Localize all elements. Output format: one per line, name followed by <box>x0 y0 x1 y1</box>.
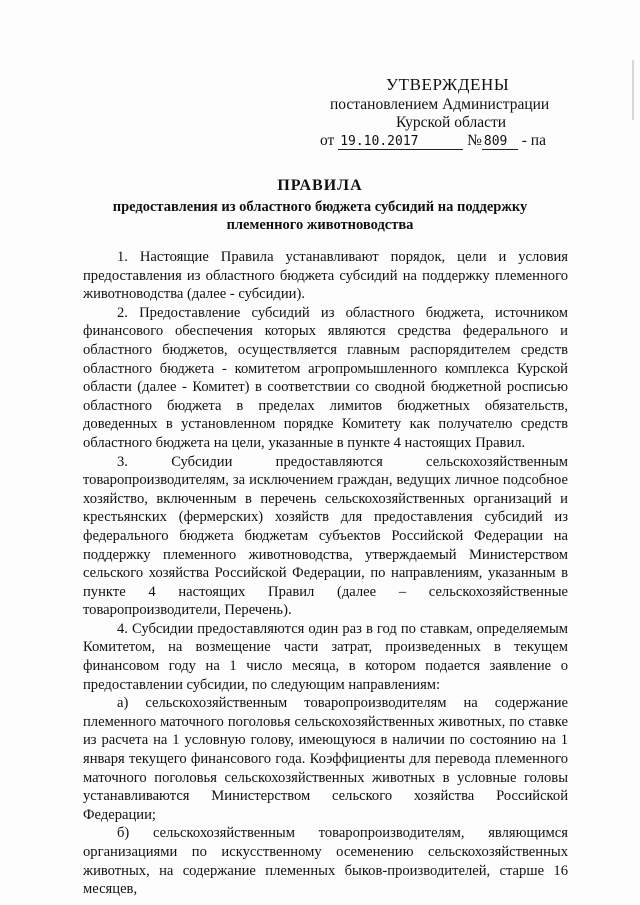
paragraph-4a: а) сельскохозяйственным товаропроизводителям на содержание племенного маточного поголовья сельскохозяйственных животных, по ставке из расчета на 1 условную голову, имеющуюся в наличии по состоянию на 1 января текущего финансового года. Коэффициенты для перевода племенного маточного поголовья сельскохозяйственных животных в условные головы устанавливаются Министерством сельского хозяйства Российской Федерации; <box>83 695 568 823</box>
approval-issuer: постановлением Администрации <box>330 96 550 113</box>
approval-date: 19.10.2017 <box>338 134 463 150</box>
paragraph-4b: б) сельскохозяйственным товаропроизводителям, являющимся организациями по искусственному осеменению сельскохозяйственных животных, на содержание племенных быков-производителей, старше 16 месяцев, <box>83 825 568 898</box>
paragraph-2: 2. Предоставление субсидий из областного бюджета, источником финансового обеспечения которых являются средства федерального и областного бюджетов, осуществляется главным распорядителем средств областного бюджета - комитетом агропромышленного комплекса Курской области (далее - Комитет) в соответствии со сводной бюджетной росписью областного бюджета в пределах лимитов бюджетных обязательств, доведенных в установленном порядке Комитету как получателю средств областного бюджета на цели, указанные в пункте 4 настоящих Правил. <box>83 304 568 451</box>
number-suffix: - па <box>521 132 546 149</box>
number-prefix: № <box>467 132 482 149</box>
approval-title: УТВЕРЖДЕНЫ <box>386 75 510 94</box>
document-subtitle-line1: предоставления из областного бюджета субсидий на поддержку <box>112 199 528 215</box>
date-prefix: от <box>320 132 335 149</box>
approval-number: 809 <box>482 134 518 150</box>
document-subtitle-line2: племенного животноводства <box>226 217 414 233</box>
paragraph-3: 3. Субсидии предоставляются сельскохозяйственным товаропроизводителям, за исключением граждан, ведущих личное подсобное хозяйство, включенным в перечень сельскохозяйственных организаций и крестьянских (фермерских) хозяйств для предоставления субсидий из федерального бюджета бюджетам субъектов Российской Федерации на поддержку племенного животноводства, утверждаемый Министерством сельского хозяйства Российской Федерации, по направлениям, указанным в пункте 4 настоящих Правил (далее – сельскохозяйственные товаропроизводители, Перечень). <box>83 453 568 619</box>
approval-region: Курской области <box>396 114 507 131</box>
approval-date-number-line <box>320 131 546 150</box>
scan-edge-mark <box>632 60 634 120</box>
document-title: ПРАВИЛА <box>277 177 363 194</box>
paragraph-1: 1. Настоящие Правила устанавливают порядок, цели и условия предоставления из областного бюджета субсидий на поддержку племенного животноводства (далее - субсидии). <box>83 249 568 303</box>
document-body <box>83 248 568 899</box>
paragraph-4: 4. Субсидии предоставляются один раз в год по ставкам, определяемым Комитетом, на возмещение части затрат, произведенных в текущем финансовом году на 1 число месяца, в котором подается заявление о предоставлении субсидии, по следующим направлениям: <box>83 620 568 693</box>
